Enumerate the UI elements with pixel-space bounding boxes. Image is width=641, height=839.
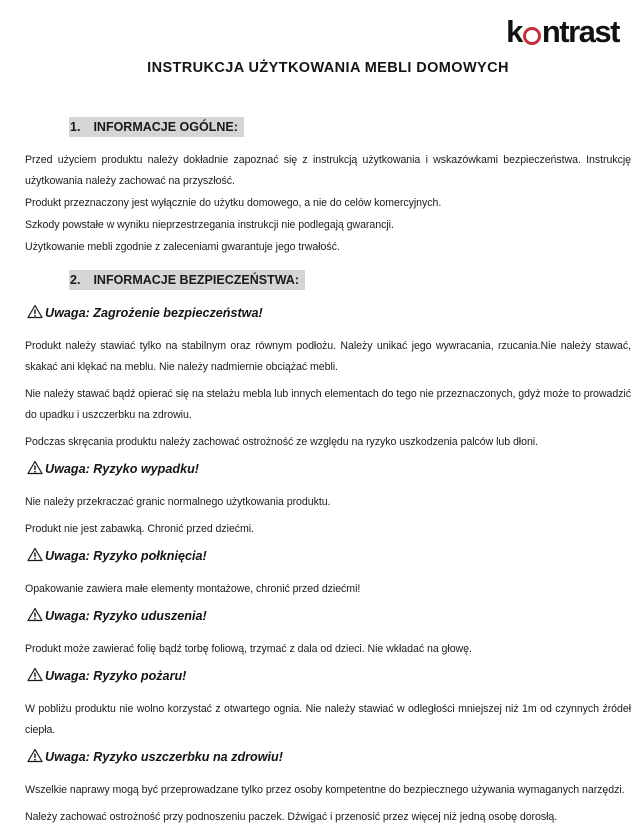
warning-triangle-icon <box>27 667 43 682</box>
warning-triangle-icon <box>27 607 43 622</box>
paragraph: Nie należy przekraczać granic normalnego użytkowania produktu. <box>25 496 331 508</box>
section-number: 2. <box>70 273 81 287</box>
paragraph: Produkt nie jest zabawką. Chronić przed dziećmi. <box>25 523 255 535</box>
paragraph: Opakowanie zawiera małe elementy montażowe, chronić przed dziećmi! <box>25 583 361 595</box>
paragraph: Produkt przeznaczony jest wyłącznie do użytku domowego, a nie do celów komercyjnych. <box>25 197 442 209</box>
warning-label: Uwaga: Ryzyko wypadku! <box>45 462 199 476</box>
warning-triangle-icon <box>27 304 43 319</box>
logo-red-ring-o-icon <box>523 27 541 45</box>
section-safety <box>25 270 631 828</box>
section-heading-general <box>69 117 631 137</box>
section-label: INFORMACJE OGÓLNE: <box>93 120 238 134</box>
paragraph: Przed użyciem produktu należy dokładnie zapoznać się z instrukcją użytkowania i wskazówkami bezpieczeństwa. Instrukcję użytkowania należy zachować na przyszłość. <box>25 154 631 187</box>
warning-heading <box>27 459 631 479</box>
warning-label: Uwaga: Ryzyko uszczerbku na zdrowiu! <box>45 750 283 764</box>
warning-heading <box>27 747 631 767</box>
paragraph: Użytkowanie mebli zgodnie z zaleceniami gwarantuje jego trwałość. <box>25 241 340 253</box>
warning-heading <box>27 546 631 566</box>
paragraph: Szkody powstałe w wyniku nieprzestrzegania instrukcji nie podlegają gwarancji. <box>25 219 394 231</box>
warning-triangle-icon <box>27 460 43 475</box>
page-title: INSTRUKCJA UŻYTKOWANIA MEBLI DOMOWYCH <box>147 60 509 76</box>
warning-triangle-icon <box>27 748 43 763</box>
paragraph: Należy zachować ostrożność przy podnoszeniu paczek. Dźwigać i przenosić przez więcej niż jedną osobę dorosłą. <box>25 811 558 823</box>
warning-heading <box>27 303 631 323</box>
warning-heading <box>27 606 631 626</box>
paragraph: Nie należy stawać bądź opierać się na stelażu mebla lub innych elementach do tego nie przeznaczonych, gdyż może to prowadzić do upadku i uszczerbku na zdrowiu. <box>25 388 631 421</box>
paragraph: Podczas skręcania produktu należy zachować ostrożność ze względu na ryzyko uszkodzenia palców lub dłoni. <box>25 436 538 448</box>
warning-label: Uwaga: Ryzyko pożaru! <box>45 669 187 683</box>
heading-highlight <box>69 117 244 137</box>
warning-heading <box>27 666 631 686</box>
paragraph: W pobliżu produktu nie wolno korzystać z otwartego ognia. Nie należy stawiać w odległości mniejszej niż 1m od czynnych źródeł ciepła. <box>25 703 631 736</box>
logo-text-left: k <box>506 14 522 49</box>
paragraph: Produkt może zawierać folię bądź torbę foliową, trzymać z dala od dzieci. Nie wkładać na głowę. <box>25 643 472 655</box>
warning-label: Uwaga: Ryzyko uduszenia! <box>45 609 207 623</box>
kontrast-logo <box>506 16 619 47</box>
section-number: 1. <box>70 120 81 134</box>
heading-highlight <box>69 270 305 290</box>
paragraph: Wszelkie naprawy mogą być przeprowadzane tylko przez osoby kompetentne do bezpiecznego używania wymaganych narzędzi. <box>25 784 625 796</box>
section-general <box>25 117 631 262</box>
warning-triangle-icon <box>27 547 43 562</box>
section-label: INFORMACJE BEZPIECZEŃSTWA: <box>93 273 299 287</box>
logo-text-right: ntrast <box>541 14 619 49</box>
spacer <box>25 259 631 262</box>
paragraph: Produkt należy stawiać tylko na stabilnym oraz równym podłożu. Należy unikać jego wywracania, rzucania.Nie należy stawać, skakać ani klękać na meblu. Nie należy nadmiernie obciążać mebli. <box>25 340 631 373</box>
section-heading-safety <box>69 270 631 290</box>
warning-label: Uwaga: Ryzyko połknięcia! <box>45 549 207 563</box>
warning-label: Uwaga: Zagrożenie bezpieczeństwa! <box>45 306 263 320</box>
